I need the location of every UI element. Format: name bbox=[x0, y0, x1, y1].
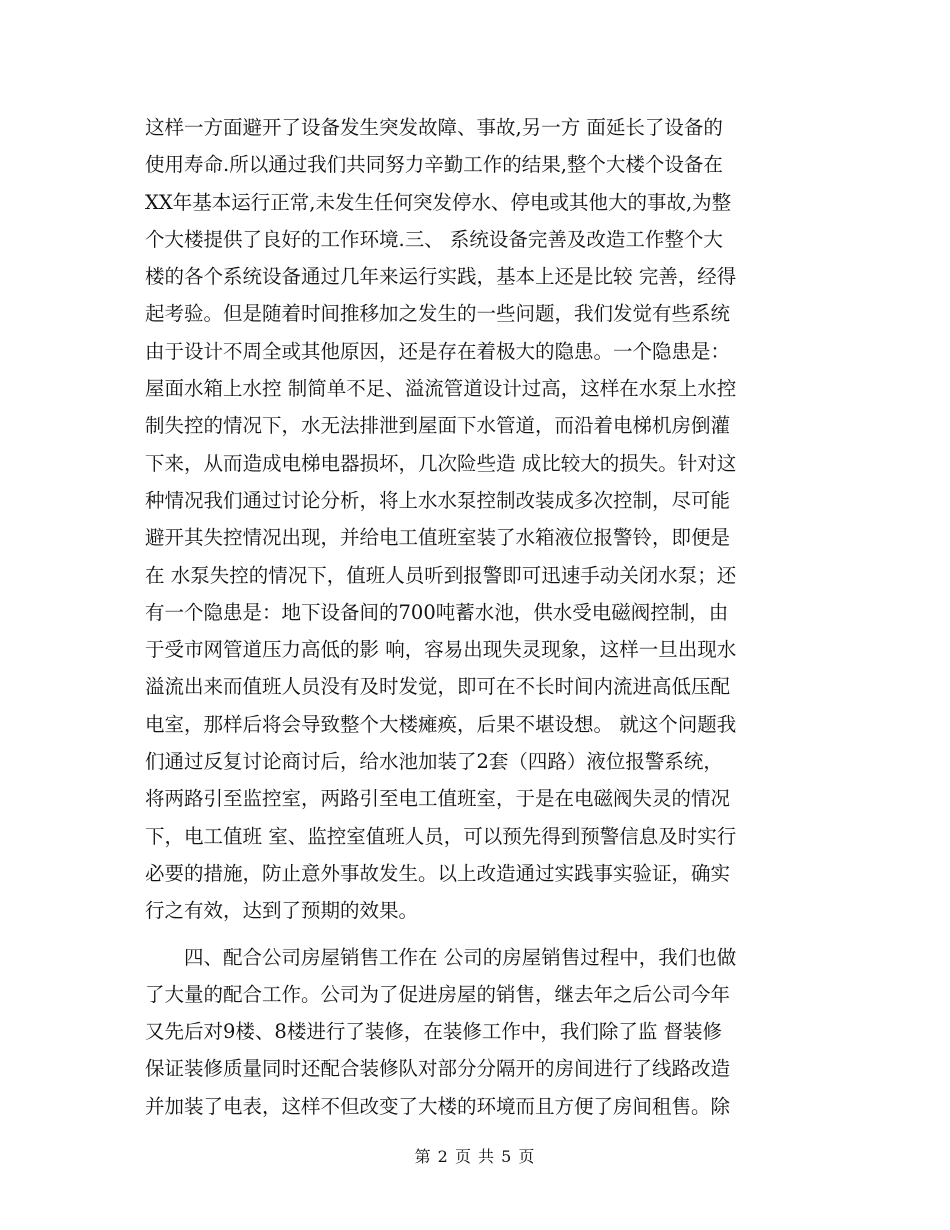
text-line: 个大楼提供了良好的工作环境.三、 系统设备完善及改造工作整个大 bbox=[145, 227, 723, 251]
text-line: 四、配合公司房屋销售工作在 公司的房屋销售过程中，我们也做 bbox=[145, 945, 737, 969]
page-footer bbox=[0, 1146, 950, 1168]
text-line: 们通过反复讨论商讨后，给水池加装了2套（四路）液位报警系统， bbox=[145, 750, 723, 774]
text-line: 保证装修质量同时还配合装修队对部分分隔开的房间进行了线路改造 bbox=[145, 1057, 731, 1081]
text-line: 种情况我们通过讨论分析，将上水水泵控制改装成多次控制，尽可能 bbox=[145, 488, 731, 512]
text-line: 避开其失控情况出现，并给电工值班室装了水箱液位报警铃，即便是 bbox=[145, 526, 731, 550]
page-number-label: 第 2 页 共 5 页 bbox=[414, 1147, 536, 1166]
text-line: 起考验。但是随着时间推移加之发生的一些问题，我们发觉有些系统 bbox=[145, 302, 731, 326]
text-line: 制失控的情况下，水无法排泄到屋面下水管道，而沿着电梯机房倒灌 bbox=[145, 414, 731, 438]
paragraph-2 bbox=[145, 939, 805, 1125]
text-line: 在 水泵失控的情况下，值班人员听到报警即可迅速手动关闭水泵；还 bbox=[145, 563, 737, 587]
text-line: 电室，那样后将会导致整个大楼瘫痪，后果不堪设想。 就这个问题我 bbox=[145, 712, 737, 736]
text-line: 并加装了电表，这样不但改变了大楼的环境而且方便了房间租售。除 bbox=[145, 1094, 731, 1118]
text-line: 有一个隐患是：地下设备间的700吨蓄水池，供水受电磁阀控制，由 bbox=[145, 600, 729, 624]
text-line: 使用寿命.所以通过我们共同努力辛勤工作的结果,整个大楼个设备在 bbox=[145, 153, 723, 177]
paragraph-gap bbox=[145, 930, 805, 939]
text-line: 必要的措施，防止意外事故发生。以上改造通过实践事实验证，确实 bbox=[145, 861, 731, 885]
text-line: 又先后对9楼、8楼进行了装修，在装修工作中，我们除了监 督装修 bbox=[145, 1020, 723, 1044]
text-line: 下，电工值班 室、监控室值班人员，可以预先得到预警信息及时实行 bbox=[145, 824, 737, 848]
text-line: 了大量的配合工作。公司为了促进房屋的销售，继去年之后公司今年 bbox=[145, 982, 731, 1006]
text-line: 行之有效，达到了预期的效果。 bbox=[145, 899, 419, 923]
text-line: 于受市网管道压力高低的影 响，容易出现失灵现象，这样一旦出现水 bbox=[145, 638, 737, 662]
text-line: 这样一方面避开了设备发生突发故障、事故,另一方 面延长了设备的 bbox=[145, 116, 723, 139]
text-line: 将两路引至监控室，两路引至电工值班室，于是在电磁阀失灵的情况 bbox=[145, 787, 731, 811]
text-line: 屋面水箱上水控 制简单不足、溢流管道设计过高，这样在水泵上水控 bbox=[145, 377, 737, 401]
paragraph-1 bbox=[145, 109, 805, 930]
text-line: XX年基本运行正常,未发生任何突发停水、停电或其他大的事故,为整 bbox=[145, 190, 732, 214]
text-line: 楼的各个系统设备通过几年来运行实践，基本上还是比较 完善，经得 bbox=[145, 265, 737, 289]
text-line: 溢流出来而值班人员没有及时发觉，即可在不长时间内流进高低压配 bbox=[145, 675, 731, 699]
text-line: 下来，从而造成电梯电器损坏，几次险些造 成比较大的损失。针对这 bbox=[145, 451, 737, 475]
text-line: 由于设计不周全或其他原因，还是存在着极大的隐患。一个隐患是： bbox=[145, 339, 731, 363]
body-text bbox=[145, 109, 805, 1125]
